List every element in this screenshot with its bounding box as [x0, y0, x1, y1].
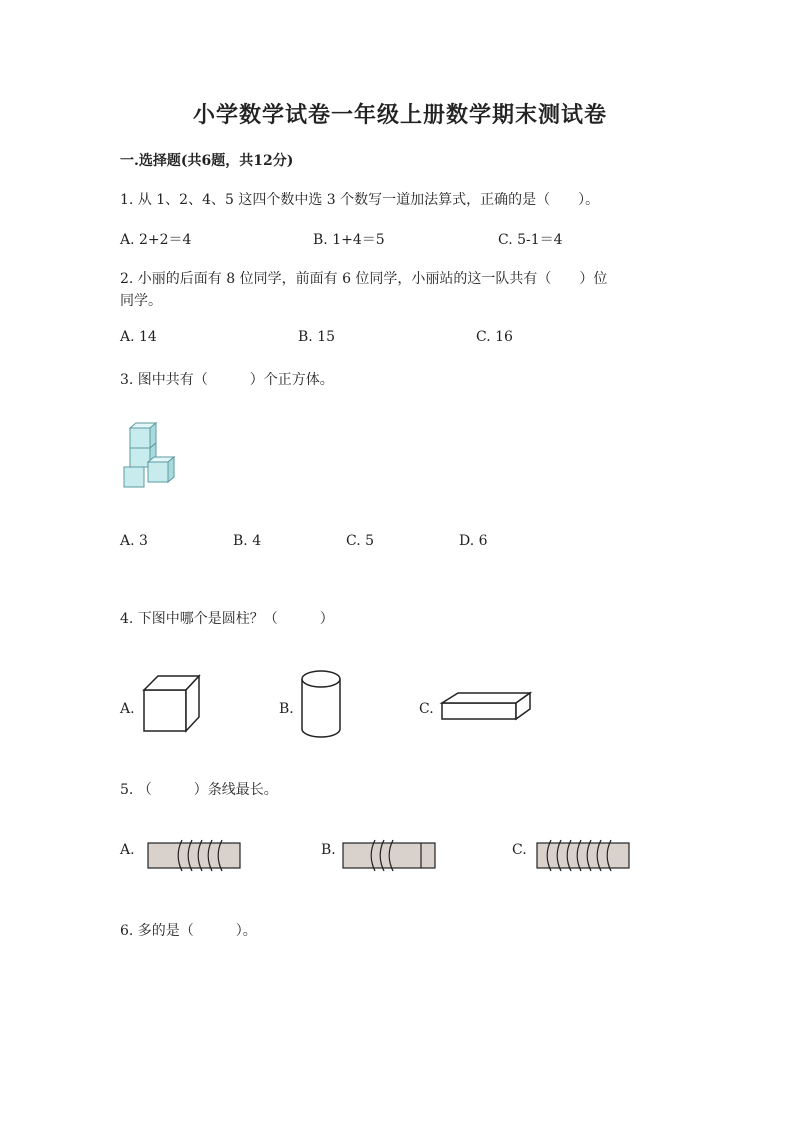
cylinder-shape-icon — [300, 669, 342, 739]
question-2-option-b: B. 15 — [298, 329, 336, 345]
cube-shape-icon — [142, 674, 202, 734]
cube-bottom-right — [148, 457, 174, 482]
question-2-text-line1: 2. 小丽的后面有 8 位同学，前面有 6 位同学，小丽站的这一队共有（ ）位 — [120, 271, 608, 287]
question-1-option-b: B. 1+4＝5 — [313, 232, 385, 248]
coiled-bar-a-figure — [146, 836, 244, 874]
question-4-text: 4. 下图中哪个是圆柱？（ ） — [120, 611, 334, 627]
question-4-option-a: A. — [120, 701, 135, 717]
page-title: 小学数学试卷一年级上册数学期末测试卷 — [192, 102, 607, 128]
cuboid-shape-icon — [440, 691, 532, 721]
stacked-cubes-figure — [118, 420, 178, 492]
question-6-text: 6. 多的是（ ）。 — [120, 923, 257, 939]
question-5-option-a: A. — [120, 842, 135, 858]
question-5-text: 5. （ ）条线最长。 — [120, 782, 278, 798]
cube-bottom-left — [124, 467, 144, 487]
cube-top — [130, 423, 156, 448]
question-2-option-a: A. 14 — [120, 329, 157, 345]
question-4-option-c: C. — [419, 701, 434, 717]
question-5-option-b: B. — [321, 842, 336, 858]
question-3-option-b: B. 4 — [233, 533, 262, 549]
question-3-option-d: D. 6 — [459, 533, 488, 549]
coiled-bar-c-figure — [535, 836, 633, 874]
question-3-text: 3. 图中共有（ ）个正方体。 — [120, 372, 334, 388]
question-1-text: 1. 从 1、2、4、5 这四个数中选 3 个数写一道加法算式，正确的是（ ）。 — [120, 192, 600, 208]
question-2-text-line2: 同学。 — [120, 293, 162, 309]
coiled-bar-b-figure — [341, 836, 439, 874]
question-4-option-b: B. — [279, 701, 294, 717]
question-3-option-c: C. 5 — [346, 533, 375, 549]
question-1-option-c: C. 5-1＝4 — [498, 232, 563, 248]
question-2-option-c: C. 16 — [476, 329, 513, 345]
question-1-option-a: A. 2+2＝4 — [120, 232, 192, 248]
question-3-option-a: A. 3 — [120, 533, 148, 549]
question-5-option-c: C. — [512, 842, 527, 858]
section-heading: 一.选择题(共6题，共12分) — [120, 153, 294, 169]
